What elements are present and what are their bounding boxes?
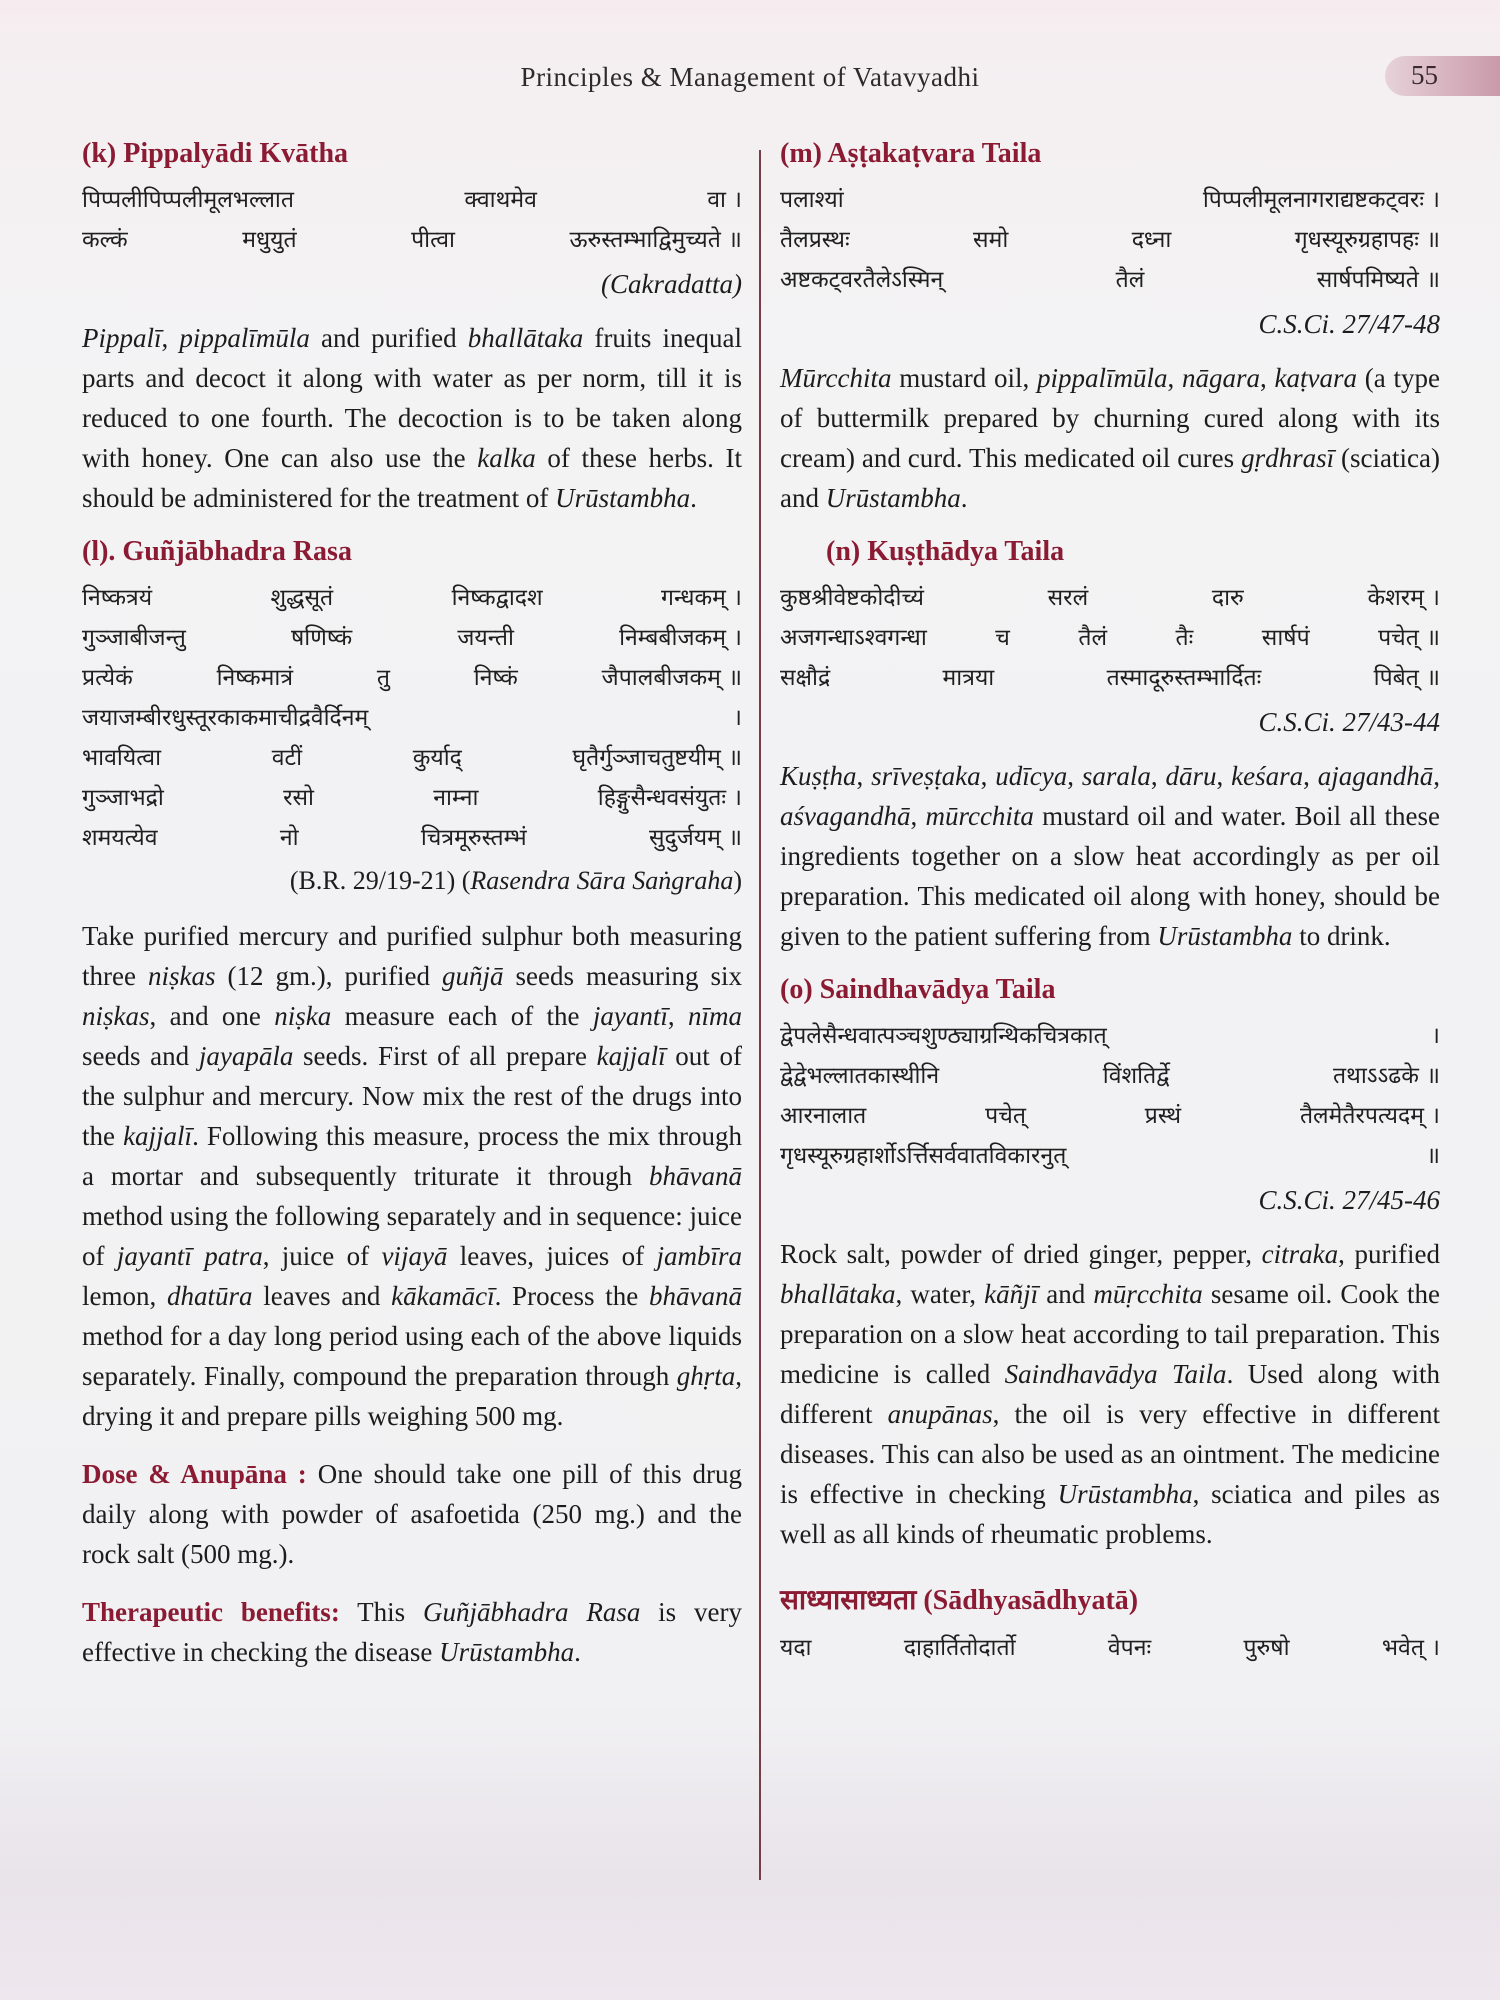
running-head: Principles & Management of Vatavyadhi xyxy=(520,62,980,92)
section-gunjabhadra-rasa xyxy=(82,536,742,1672)
verse-word: मात्रया xyxy=(942,665,995,691)
verse-line xyxy=(82,180,742,220)
verse-word: चित्रमूरुस्तम्भं xyxy=(420,825,527,851)
verse-word: नाम्ना xyxy=(433,785,479,811)
verse-word: निष्कमात्रं xyxy=(216,665,294,691)
paragraph: Take purified mercury and purified sulphur both measuring three niṣkas (12 gm.), purified guñjā seeds measuring six niṣkas, and one niṣka measure each of the jayantī, nīma seeds and jayapāla seeds. First of all prepare kajjalī out of the sulphur and mercury. Now mix the rest of the drugs into the kajjalī. Following this measure, process the mix through a mortar and subsequently triturate it through bhāvanā method using the following separately and in sequence: juice of jayantī patra, juice of vijayā leaves, juices of jambīra lemon, dhatūra leaves and kākamācī. Process the bhāvanā method for a day long period using each of the above liquids separately. Finally, compound the preparation through ghṛta, drying it and prepare pills weighing 500 mg. xyxy=(82,921,743,1431)
verse-word: गुञ्जाबीजन्तु xyxy=(82,625,186,651)
section-title: (k) Pippalyādi Kvātha xyxy=(82,138,349,169)
verse-line xyxy=(780,1056,1440,1096)
verse-line xyxy=(780,1096,1440,1136)
verse-word: पचेत् ॥ xyxy=(1378,625,1440,651)
left-column xyxy=(82,138,742,1690)
right-column xyxy=(780,138,1440,1672)
section-title: (m) Aṣṭakaṭvara Taila xyxy=(780,138,1042,169)
verse-word: दाहार्तितोदार्तो xyxy=(903,1635,1016,1661)
verse-word: ऊरुस्तम्भाद्विमुच्यते ॥ xyxy=(569,227,742,253)
verse-word: तु xyxy=(376,665,390,691)
verse-source: C.S.Ci. 27/47-48 xyxy=(1258,309,1440,339)
verse-word: वा । xyxy=(707,187,742,213)
verse-word: वटीं xyxy=(271,745,303,771)
section-title: (o) Saindhavādya Taila xyxy=(780,974,1056,1005)
verse-word: जयाजम्बीरधुस्तूरकाकमाचीद्रवैर्दिनम् xyxy=(82,705,369,731)
verse-word: तैलप्रस्थः xyxy=(780,227,850,253)
verse-word: प्रस्थं xyxy=(1144,1103,1182,1129)
verse-line xyxy=(82,578,742,618)
verse-word: तस्मादूरुस्तम्भार्दितः xyxy=(1106,665,1262,691)
therapeutic-text: This Guñjābhadra Rasa is very effective in checking the disease Urūstambha. xyxy=(82,1597,742,1667)
verse-word: कुष्ठश्रीवेष्टकोदीच्यं xyxy=(780,585,924,611)
verse-word: पिप्पलीमूलनागराद्यष्टकट्वरः । xyxy=(1202,187,1440,213)
verse-word: अष्टकट्वरतैलेऽस्मिन् xyxy=(780,267,944,293)
verse-word: हिङ्गुसैन्धवसंयुतः । xyxy=(597,785,742,811)
verse-word: निष्कत्रयं xyxy=(82,585,153,611)
verse-word: द्वेद्वेभल्लातकास्थीनि xyxy=(780,1063,940,1089)
verse-word: द्वेपलेसैन्धवात्पञ्चशुण्ठ्याग्रन्थिकचित्रकात् xyxy=(780,1023,1107,1049)
verse-word: कुर्याद् xyxy=(412,745,462,771)
verse-line xyxy=(780,1136,1440,1176)
column-divider xyxy=(759,150,761,1880)
verse-word: केशरम् । xyxy=(1367,585,1440,611)
verse-line xyxy=(82,818,742,858)
verse-word: पिप्पलीपिप्पलीमूलभल्लात xyxy=(82,187,294,213)
verse-word: तथाऽऽढके ॥ xyxy=(1333,1063,1440,1089)
sanskrit-verse xyxy=(780,1016,1440,1176)
dose-paragraph xyxy=(82,1454,742,1574)
verse-word: वेपनः xyxy=(1107,1635,1152,1661)
section-saindhavadya-taila xyxy=(780,974,1440,1554)
verse-word: नो xyxy=(279,825,299,851)
verse-line xyxy=(780,1016,1440,1056)
verse-word: घृतैर्गुञ्जाचतुष्टयीम् ॥ xyxy=(572,745,742,771)
sanskrit-verse xyxy=(780,1628,1440,1668)
verse-word: गृधस्यूरुग्रहापहः ॥ xyxy=(1294,227,1440,253)
verse-word: यदा xyxy=(780,1635,812,1661)
verse-word: पचेत् xyxy=(985,1103,1026,1129)
verse-word: कल्कं xyxy=(82,227,128,253)
verse-word: समो xyxy=(973,227,1009,253)
verse-source: (Cakradatta) xyxy=(601,269,742,299)
verse-word: तैलं xyxy=(1115,267,1145,293)
section-title: (n) Kuṣṭhādya Taila xyxy=(826,536,1065,567)
verse-line xyxy=(82,618,742,658)
paragraph: Mūrcchita mustard oil, pippalīmūla, nāgara, kaṭvara (a type of buttermilk prepared by churning cured along with its cream) and curd. This medicated oil cures gṛdhrasī (sciatica) and Urūstambha. xyxy=(780,363,1441,513)
verse-word: निष्कं xyxy=(473,665,518,691)
verse-word: रसो xyxy=(283,785,314,811)
verse-word: क्वाथमेव xyxy=(464,187,537,213)
verse-source: (B.R. 29/19-21) (Rasendra Sāra Saṅgraha) xyxy=(289,866,742,895)
verse-word: पुरुषो xyxy=(1243,1635,1290,1661)
verse-word: च xyxy=(995,625,1010,651)
verse-line xyxy=(780,220,1440,260)
section-kusthadya-taila xyxy=(780,536,1440,956)
verse-line xyxy=(82,698,742,738)
verse-word: आरनालात xyxy=(780,1103,867,1129)
verse-word: गृधस्यूरुग्रहार्शोऽर्त्तिसर्ववातविकारनुत् xyxy=(780,1143,1067,1169)
verse-word: । xyxy=(733,705,742,731)
verse-word: विंशतिर्द्वे xyxy=(1102,1063,1170,1089)
verse-word: सार्षपमिष्यते ॥ xyxy=(1316,267,1440,293)
section-astakatvara-taila xyxy=(780,138,1440,518)
verse-line xyxy=(82,658,742,698)
therapeutic-label: Therapeutic benefits: xyxy=(82,1597,340,1627)
verse-line xyxy=(780,618,1440,658)
verse-word: भवेत् । xyxy=(1381,1635,1440,1661)
sanskrit-verse xyxy=(82,578,742,858)
verse-word: निष्कद्वादश xyxy=(451,585,543,611)
verse-word: सार्षपं xyxy=(1261,625,1310,651)
verse-line xyxy=(780,578,1440,618)
verse-word: गन्धकम् । xyxy=(661,585,742,611)
verse-word: सक्षौद्रं xyxy=(780,665,831,691)
verse-word: पलाश्यां xyxy=(780,187,844,213)
verse-word: ॥ xyxy=(1426,1143,1440,1169)
verse-word: निम्बबीजकम् । xyxy=(619,625,742,651)
verse-word: तैः xyxy=(1175,625,1194,651)
verse-word: शुद्धसूतं xyxy=(270,585,334,611)
verse-word: पीत्वा xyxy=(411,227,455,253)
verse-word: शमयत्येव xyxy=(82,825,158,851)
verse-line xyxy=(780,260,1440,300)
section-title: (l). Guñjābhadra Rasa xyxy=(82,536,352,567)
verse-word: सरलं xyxy=(1047,585,1089,611)
verse-word: भावयित्वा xyxy=(82,745,162,771)
therapeutic-paragraph xyxy=(82,1592,742,1672)
paragraph: Kuṣṭha, srīveṣṭaka, udīcya, sarala, dāru, keśara, ajagandhā, aśvagandhā, mūrcchita mustard oil and water. Boil all these ingredients together on a slow heat accordingly as per oil preparation. This medicated oil along with honey, should be given to the patient suffering from Urūstambha to drink. xyxy=(780,761,1441,951)
sanskrit-verse xyxy=(82,180,742,260)
verse-word: पिबेत् ॥ xyxy=(1373,665,1440,691)
verse-word: मधुयुतं xyxy=(242,227,297,253)
verse-word: । xyxy=(1431,1023,1440,1049)
verse-source: C.S.Ci. 27/45-46 xyxy=(1258,1185,1440,1215)
sanskrit-verse xyxy=(780,578,1440,698)
verse-word: गुञ्जाभद्रो xyxy=(82,785,164,811)
verse-word: जैपालबीजकम् ॥ xyxy=(601,665,742,691)
verse-word: तैलं xyxy=(1078,625,1108,651)
verse-line xyxy=(82,778,742,818)
section-title: साध्यासाध्यता (Sādhyasādhyatā) xyxy=(780,1585,1139,1616)
paragraph: Rock salt, powder of dried ginger, pepper, citraka, purified bhallātaka, water, kāñjī and mūṛcchita sesame oil. Cook the preparation on a slow heat according to tail preparation. This medicine is called Saindhavādya Taila. Used along with different anupānas, the oil is very effective in different diseases. This can also be used as an ointment. The medicine is effective in checking Urūstambha, sciatica and piles as well as all kinds of rheumatic problems. xyxy=(780,1239,1441,1549)
verse-line xyxy=(780,180,1440,220)
verse-word: प्रत्येकं xyxy=(82,665,133,691)
verse-word: जयन्ती xyxy=(457,625,514,651)
verse-line xyxy=(82,220,742,260)
verse-line xyxy=(780,658,1440,698)
section-sadhyasadhyata xyxy=(780,1580,1440,1668)
verse-line xyxy=(82,738,742,778)
verse-word: तैलमेतैरपत्यदम् । xyxy=(1299,1103,1440,1129)
verse-word: षणिष्कं xyxy=(290,625,353,651)
verse-source: C.S.Ci. 27/43-44 xyxy=(1258,707,1440,737)
verse-line xyxy=(780,1628,1440,1668)
dose-label: Dose & Anupāna : xyxy=(82,1459,307,1489)
verse-word: सुदुर्जयम् ॥ xyxy=(648,825,742,851)
verse-word: दारु xyxy=(1211,585,1244,611)
page-number: 55 xyxy=(1411,60,1438,90)
paragraph: Pippalī, pippalīmūla and purified bhallātaka fruits inequal parts and decoct it along with water as per norm, till it is reduced to one fourth. The decoction is to be taken along with honey. One can also use the kalka of these herbs. It should be administered for the treatment of Urūstambha. xyxy=(82,323,742,513)
verse-word: अजगन्धाऽश्वगन्धा xyxy=(780,625,927,651)
sanskrit-verse xyxy=(780,180,1440,300)
dose-text: One should take one pill of this drug daily along with powder of asafoetida (250 mg.) and the rock salt (500 mg.). xyxy=(82,1459,742,1569)
section-pippalyadi-kvatha xyxy=(82,138,742,518)
verse-word: दध्ना xyxy=(1131,227,1172,253)
